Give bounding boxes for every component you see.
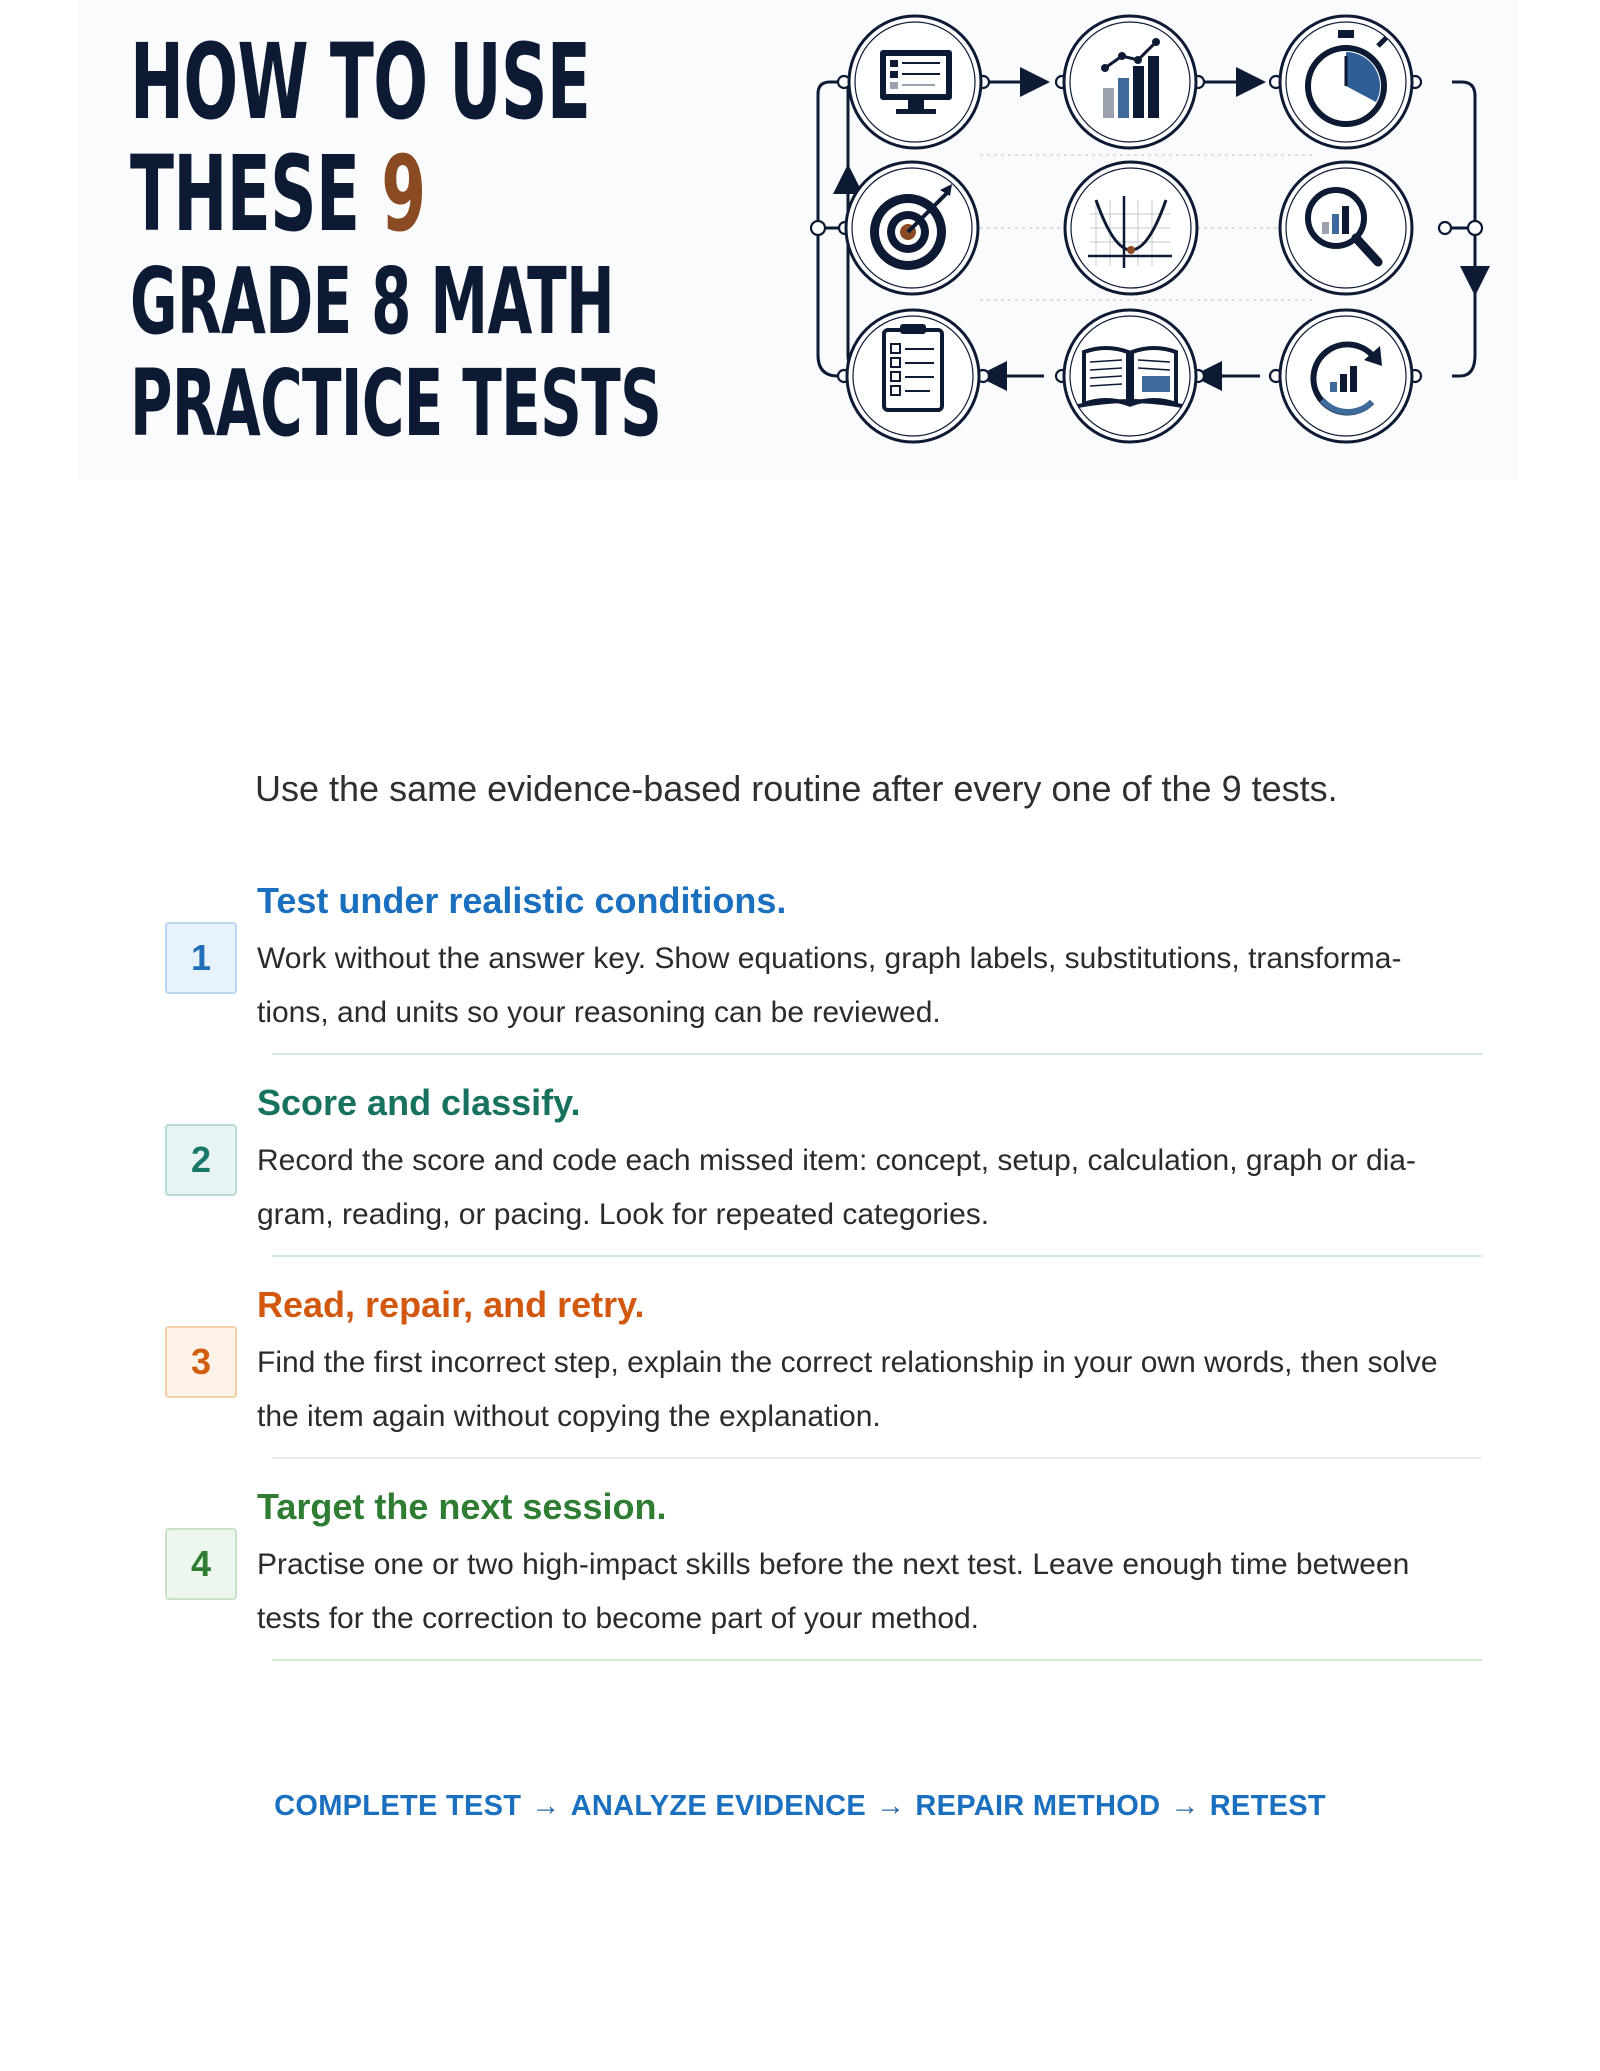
flow-step-repair-method: REPAIR METHOD [915,1790,1161,1822]
step-2-body-line-1: Record the score and code each missed item: concept, setup, calculation, graph or dia- [257,1144,1416,1177]
step-3-body-line-2: the item again without copying the explanation. [257,1400,881,1433]
step-3-number-badge: 3 [165,1326,237,1398]
title-line-2 [130,133,653,255]
step-2-heading: Score and classify. [257,1082,581,1123]
step-1-heading: Test under realistic conditions. [257,880,787,921]
intro-text: Use the same evidence-based routine after every one of the 9 tests. [255,768,1338,809]
title-test-count: 9 [381,133,426,255]
flow-step-complete-test: COMPLETE TEST [274,1790,522,1822]
step-3-body-line-1: Find the first incorrect step, explain the correct relationship in your own words, then solve [257,1346,1438,1379]
title-line-4: PRACTICE TESTS [130,350,662,457]
step-1-body-line-2: tions, and units so your reasoning can be reviewed. [257,996,941,1029]
step-4-body [257,1538,1472,1646]
flow-step-analyze-evidence: ANALYZE EVIDENCE [570,1790,867,1822]
step-2-divider [272,1255,1482,1257]
step-3-heading: Read, repair, and retry. [257,1284,645,1325]
step-2-body [257,1134,1472,1242]
title-line-3: GRADE 8 MATH [130,248,614,355]
step-2-number-badge: 2 [165,1124,237,1196]
study-cycle-diagram [800,0,1500,460]
step-1-number-badge: 1 [165,922,237,994]
step-1-body [257,932,1472,1040]
step-1-body-line-1: Work without the answer key. Show equations, graph labels, substitutions, transforma- [257,942,1402,975]
step-1-divider [272,1053,1482,1055]
step-4-number-badge: 4 [165,1528,237,1600]
title-line-2-prefix: THESE [130,133,382,255]
flow-arrow-icon: → [876,1790,906,1822]
flow-arrow-icon: → [1170,1790,1200,1822]
step-4-body-line-2: tests for the correction to become part of your method. [257,1602,980,1635]
step-4-heading: Target the next session. [257,1486,667,1527]
flow-step-retest: RETEST [1209,1790,1326,1822]
clipboard-checklist-icon [884,324,942,410]
open-book-icon [1078,348,1182,406]
step-3-divider [272,1457,1482,1459]
step-4-body-line-1: Practise one or two high-impact skills before the next test. Leave enough time between [257,1548,1410,1581]
step-3-body [257,1336,1472,1444]
step-2-body-line-2: gram, reading, or pacing. Look for repeated categories. [257,1198,990,1231]
title-line-1: HOW TO USE [130,21,591,143]
step-4-divider [272,1659,1482,1661]
flow-arrow-icon: → [531,1790,561,1822]
process-flow [0,1790,1600,1823]
